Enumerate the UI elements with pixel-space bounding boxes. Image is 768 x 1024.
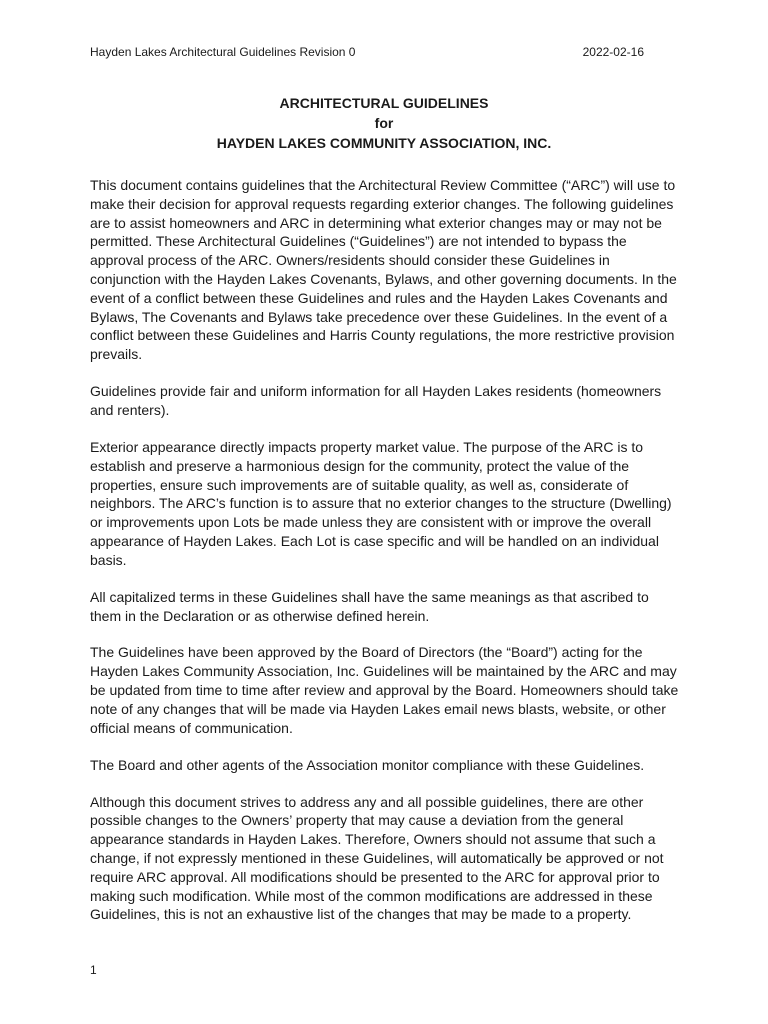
document-body: [90, 176, 682, 942]
page-number: 1: [90, 963, 97, 977]
paragraph-fair-information: Guidelines provide fair and uniform information for all Hayden Lakes residents (homeowners and renters).: [90, 383, 662, 418]
header-document-title: Hayden Lakes Architectural Guidelines Revision 0: [90, 45, 356, 59]
document-title-block: [60, 93, 708, 153]
title-line-1: ARCHITECTURAL GUIDELINES: [279, 95, 489, 111]
paragraph-exterior-appearance: Exterior appearance directly impacts property market value. The purpose of the ARC is to establish and preserve a harmonious design for the community, protect the value of the properties, ensure such improvements are of suitable quality, as well as, considerate of neighbors. The ARC’s function is to assure that no exterior changes to the structure (Dwelling) or improvements upon Lots be made unless they are consistent with or improve the overall appearance of Hayden Lakes. Each Lot is case specific and will be handled on an individual basis.: [90, 438, 672, 568]
page-header: [90, 44, 644, 60]
paragraph-board-approval: The Guidelines have been approved by the Board of Directors (the “Board”) acting for the Hayden Lakes Community Association, Inc. Guidelines will be maintained by the ARC and may be updated from time to time after review and approval by the Board. Homeowners should take note of any changes that will be made via Hayden Lakes email news blasts, website, or other official means of communication.: [90, 644, 679, 736]
paragraph-capitalized-terms: All capitalized terms in these Guidelines shall have the same meanings as that ascribed to them in the Declaration or as otherwise defined herein.: [90, 588, 649, 624]
paragraph-other-changes: Although this document strives to address any and all possible guidelines, there are other possible changes to the Owners’ property that may cause a deviation from the general appearance standards in Hayden Lakes. Therefore, Owners should not assume that such a change, if not expressly mentioned in these Guidelines, will automatically be approved or not require ARC approval. All modifications should be presented to the ARC for approval prior to making such modification. While most of the common modifications are addressed in these Guidelines, this is not an exhaustive list of the changes that may be made to a property.: [90, 793, 664, 923]
header-date: 2022-02-16: [582, 45, 644, 59]
paragraph-introduction: This document contains guidelines that the Architectural Review Committee (“ARC”) will use to make their decision for approval requests regarding exterior changes. The following guidelines are to assist homeowners and ARC in determining what exterior changes may or may not be permitted. These Architectural Guidelines (“Guidelines”) are not intended to bypass the approval process of the ARC. Owners/residents should consider these Guidelines in conjunction with the Hayden Lakes Covenants, Bylaws, and other governing documents. In the event of a conflict between these Guidelines and rules and the Hayden Lakes Covenants and Bylaws, The Covenants and Bylaws take precedence over these Guidelines. In the event of a conflict between these Guidelines and Harris County regulations, the more restrictive provision prevails.: [90, 177, 677, 363]
paragraph-compliance: The Board and other agents of the Association monitor compliance with these Guidelines.: [90, 756, 645, 773]
title-line-3: HAYDEN LAKES COMMUNITY ASSOCIATION, INC.: [216, 135, 552, 151]
title-line-2: for: [374, 115, 394, 131]
